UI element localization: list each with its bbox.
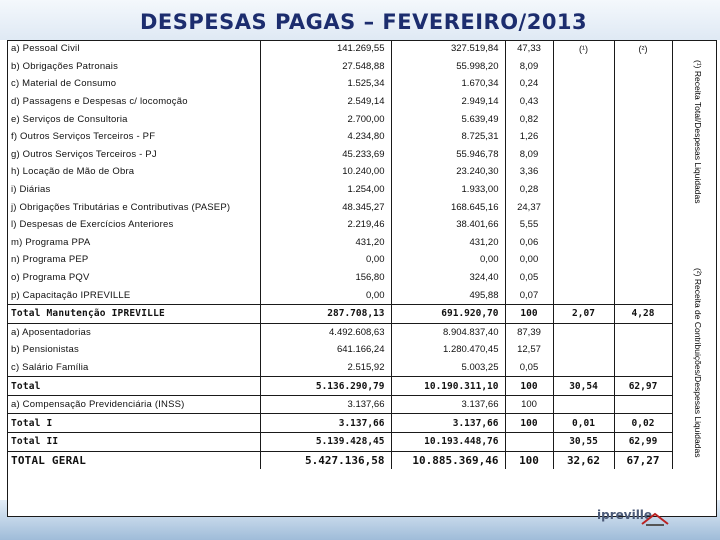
accumulated-value: 10.190.311,10 [391, 377, 505, 396]
ratio-2-value [614, 110, 672, 128]
accumulated-value: 324,40 [391, 269, 505, 287]
table-row [7, 304, 672, 323]
row-label: j) Obrigações Tributárias e Contributivas (PASEP) [7, 198, 260, 216]
accumulated-value: 431,20 [391, 234, 505, 252]
ratio-1-value [553, 323, 614, 341]
percentage-value: 87,39 [505, 323, 553, 341]
ratio-1-value [553, 251, 614, 269]
ratio-2-value [614, 359, 672, 377]
percentage-value: 0,82 [505, 110, 553, 128]
ratio-1-value [553, 58, 614, 76]
side-note-1: (¹) Receita Total/Despesas Liquidadas [693, 60, 703, 204]
table-row [7, 128, 672, 146]
ratio-1-value: 2,07 [553, 304, 614, 323]
paid-value: 27.548,88 [260, 58, 391, 76]
paid-value: 4.492.608,63 [260, 323, 391, 341]
paid-value: 0,00 [260, 286, 391, 304]
paid-value: 287.708,13 [260, 304, 391, 323]
table-row [7, 414, 672, 433]
table-row [7, 198, 672, 216]
table-row [7, 234, 672, 252]
table-row [7, 216, 672, 234]
row-label: a) Aposentadorias [7, 323, 260, 341]
ratio-2-value [614, 216, 672, 234]
ratio-2-value [614, 198, 672, 216]
percentage-value: 8,09 [505, 146, 553, 164]
city-emblem-icon [640, 510, 670, 528]
table-row [7, 163, 672, 181]
row-label: i) Diárias [7, 181, 260, 199]
ratio-1-value: 32,62 [553, 451, 614, 469]
page-title: DESPESAS PAGAS – FEVEREIRO/2013 [140, 10, 588, 34]
ratio-2-value: 62,97 [614, 377, 672, 396]
table-row [7, 110, 672, 128]
ratio-1-value [553, 75, 614, 93]
row-label: b) Obrigações Patronais [7, 58, 260, 76]
ratio-1-value [553, 359, 614, 377]
column-header-note-2: (²) [614, 40, 672, 58]
ratio-1-value: 0,01 [553, 414, 614, 433]
expense-table [7, 40, 673, 469]
accumulated-value: 691.920,70 [391, 304, 505, 323]
row-label: Total II [7, 433, 260, 452]
ratio-2-value [614, 234, 672, 252]
accumulated-value: 1.670,34 [391, 75, 505, 93]
ratio-1-value: 30,55 [553, 433, 614, 452]
paid-value: 45.233,69 [260, 146, 391, 164]
percentage-value: 0,05 [505, 359, 553, 377]
ratio-2-value [614, 286, 672, 304]
ratio-2-value [614, 58, 672, 76]
footer-logo: ipreville [597, 508, 653, 522]
percentage-value: 100 [505, 377, 553, 396]
percentage-value: 8,09 [505, 58, 553, 76]
percentage-value: 0,00 [505, 251, 553, 269]
row-label: c) Material de Consumo [7, 75, 260, 93]
table-row [7, 181, 672, 199]
table-row [7, 75, 672, 93]
paid-value: 4.234,80 [260, 128, 391, 146]
table-row [7, 146, 672, 164]
row-label: a) Compensação Previdenciária (INSS) [7, 395, 260, 414]
table-row [7, 451, 672, 469]
percentage-value: 0,28 [505, 181, 553, 199]
ratio-2-value [614, 75, 672, 93]
ratio-2-value [614, 323, 672, 341]
ratio-1-value: 30,54 [553, 377, 614, 396]
percentage-value: 5,55 [505, 216, 553, 234]
paid-value: 3.137,66 [260, 395, 391, 414]
percentage-value: 100 [505, 414, 553, 433]
row-label: m) Programa PPA [7, 234, 260, 252]
percentage-value: 0,43 [505, 93, 553, 111]
ratio-1-value [553, 146, 614, 164]
accumulated-value: 10.193.448,76 [391, 433, 505, 452]
percentage-value: 24,37 [505, 198, 553, 216]
paid-value: 1.254,00 [260, 181, 391, 199]
row-label: Total [7, 377, 260, 396]
paid-value: 2.515,92 [260, 359, 391, 377]
ratio-2-value: 67,27 [614, 451, 672, 469]
percentage-value: 1,26 [505, 128, 553, 146]
accumulated-value: 5.639,49 [391, 110, 505, 128]
percentage-value: 0,06 [505, 234, 553, 252]
paid-value: 48.345,27 [260, 198, 391, 216]
paid-value: 2.219,46 [260, 216, 391, 234]
table-row [7, 286, 672, 304]
ratio-1-value [553, 128, 614, 146]
accumulated-value: 5.003,25 [391, 359, 505, 377]
ratio-1-value [553, 110, 614, 128]
row-label: TOTAL GERAL [7, 451, 260, 469]
row-label: e) Serviços de Consultoria [7, 110, 260, 128]
accumulated-value: 495,88 [391, 286, 505, 304]
row-label: Total I [7, 414, 260, 433]
ratio-2-value: 0,02 [614, 414, 672, 433]
paid-value: 5.139.428,45 [260, 433, 391, 452]
table-row [7, 359, 672, 377]
accumulated-value: 0,00 [391, 251, 505, 269]
ratio-2-value [614, 146, 672, 164]
accumulated-value: 3.137,66 [391, 414, 505, 433]
paid-value: 641.166,24 [260, 341, 391, 359]
row-label: h) Locação de Mão de Obra [7, 163, 260, 181]
accumulated-value: 8.904.837,40 [391, 323, 505, 341]
table-row [7, 93, 672, 111]
ratio-2-value [614, 128, 672, 146]
accumulated-value: 38.401,66 [391, 216, 505, 234]
table-row [7, 58, 672, 76]
accumulated-value: 10.885.369,46 [391, 451, 505, 469]
paid-value: 1.525,34 [260, 75, 391, 93]
accumulated-value: 3.137,66 [391, 395, 505, 414]
accumulated-value: 168.645,16 [391, 198, 505, 216]
paid-value: 5.427.136,58 [260, 451, 391, 469]
ratio-2-value [614, 93, 672, 111]
ratio-1-value [553, 234, 614, 252]
row-label: p) Capacitação IPREVILLE [7, 286, 260, 304]
accumulated-value: 55.946,78 [391, 146, 505, 164]
column-header-note-1: (¹) [553, 40, 614, 58]
percentage-value: 3,36 [505, 163, 553, 181]
table-row [7, 377, 672, 396]
percentage-value: 100 [505, 304, 553, 323]
paid-value: 10.240,00 [260, 163, 391, 181]
percentage-value: 12,57 [505, 341, 553, 359]
ratio-2-value: 62,99 [614, 433, 672, 452]
percentage-value: 0,24 [505, 75, 553, 93]
accumulated-value: 327.519,84 [391, 40, 505, 58]
row-label: o) Programa PQV [7, 269, 260, 287]
expense-table-body [7, 40, 672, 469]
ratio-1-value [553, 286, 614, 304]
table-row [7, 323, 672, 341]
percentage-value: 100 [505, 451, 553, 469]
table-row [7, 40, 672, 58]
ratio-2-value [614, 269, 672, 287]
row-label: c) Salário Família [7, 359, 260, 377]
table-row [7, 433, 672, 452]
paid-value: 0,00 [260, 251, 391, 269]
row-label: d) Passagens e Despesas c/ locomoção [7, 93, 260, 111]
table-row [7, 341, 672, 359]
ratio-2-value [614, 163, 672, 181]
accumulated-value: 23.240,30 [391, 163, 505, 181]
ratio-1-value [553, 93, 614, 111]
row-label: b) Pensionistas [7, 341, 260, 359]
table-row [7, 395, 672, 414]
ratio-2-value [614, 341, 672, 359]
ratio-1-value [553, 198, 614, 216]
ratio-1-value [553, 181, 614, 199]
ratio-2-value [614, 181, 672, 199]
row-label: f) Outros Serviços Terceiros - PF [7, 128, 260, 146]
row-label: n) Programa PEP [7, 251, 260, 269]
paid-value: 2.700,00 [260, 110, 391, 128]
paid-value: 3.137,66 [260, 414, 391, 433]
ratio-1-value [553, 395, 614, 414]
ratio-2-value [614, 395, 672, 414]
accumulated-value: 1.933,00 [391, 181, 505, 199]
ratio-1-value [553, 269, 614, 287]
accumulated-value: 1.280.470,45 [391, 341, 505, 359]
row-label: a) Pessoal Civil [7, 40, 260, 58]
accumulated-value: 8.725,31 [391, 128, 505, 146]
percentage-value: 0,05 [505, 269, 553, 287]
paid-value: 156,80 [260, 269, 391, 287]
paid-value: 5.136.290,79 [260, 377, 391, 396]
percentage-value [505, 433, 553, 452]
percentage-value: 100 [505, 395, 553, 414]
table-row [7, 269, 672, 287]
ratio-1-value [553, 216, 614, 234]
row-label: Total Manutenção IPREVILLE [7, 304, 260, 323]
row-label: l) Despesas de Exercícios Anteriores [7, 216, 260, 234]
side-note-2: (²) Receita de Contribuições/Despesas Liquidadas [693, 268, 703, 458]
paid-value: 2.549,14 [260, 93, 391, 111]
ratio-2-value [614, 251, 672, 269]
ratio-1-value [553, 341, 614, 359]
percentage-value: 0,07 [505, 286, 553, 304]
paid-value: 141.269,55 [260, 40, 391, 58]
table-row [7, 251, 672, 269]
percentage-value: 47,33 [505, 40, 553, 58]
ratio-1-value [553, 163, 614, 181]
accumulated-value: 55.998,20 [391, 58, 505, 76]
row-label: g) Outros Serviços Terceiros - PJ [7, 146, 260, 164]
paid-value: 431,20 [260, 234, 391, 252]
accumulated-value: 2.949,14 [391, 93, 505, 111]
ratio-2-value: 4,28 [614, 304, 672, 323]
